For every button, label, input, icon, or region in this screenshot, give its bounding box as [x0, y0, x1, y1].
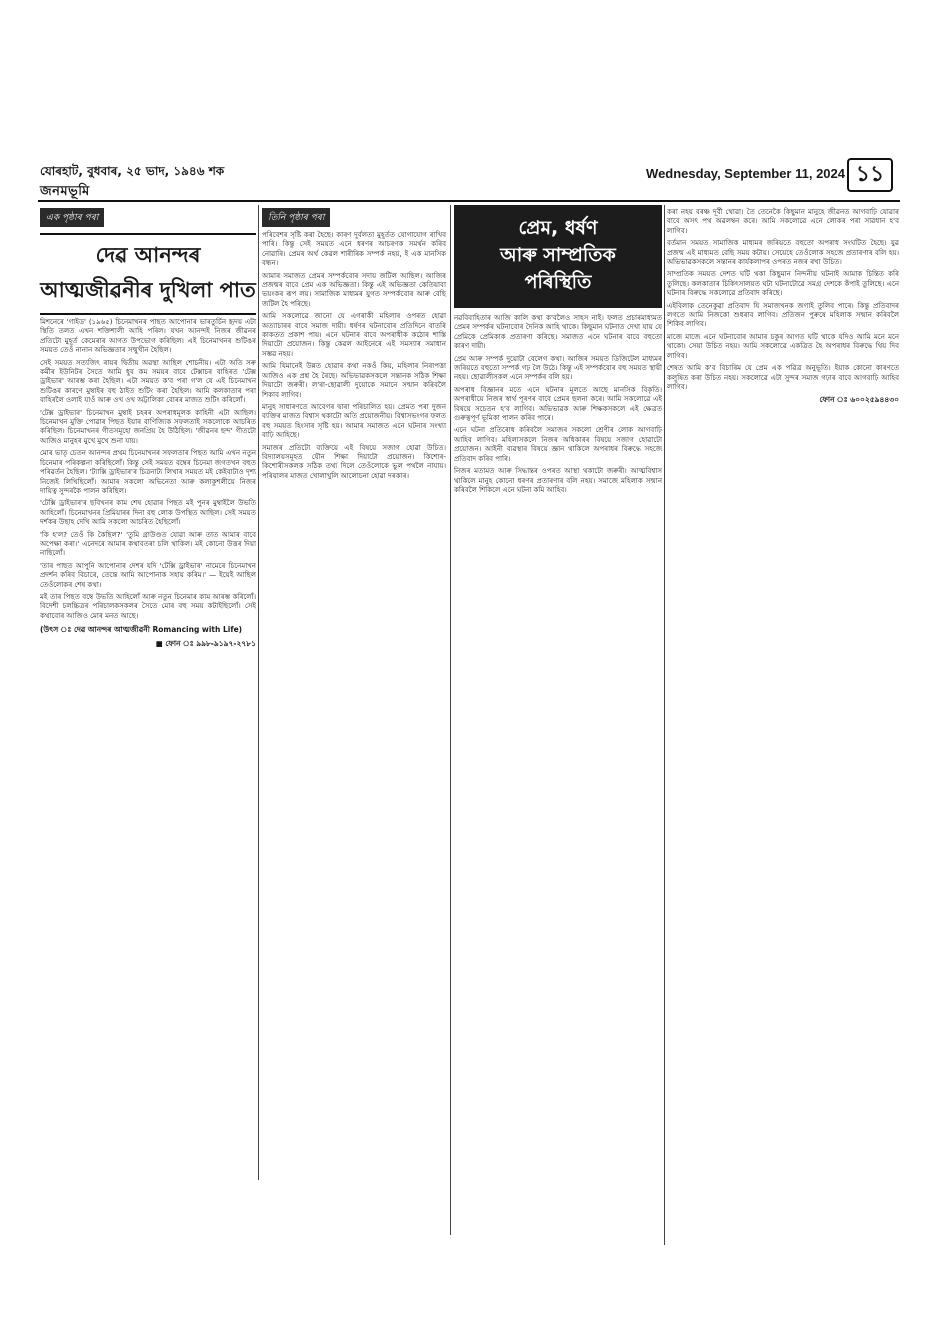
- article-prem-dharshan-cont: [667, 205, 899, 1245]
- header-rule: [38, 200, 900, 202]
- paragraph: পৰিবেশৰ সৃষ্টি কৰা হৈছে। কাৰণ দুৰ্বলতা মুহূৰ্তত যোগাযোগ ৰাখিব পাৰি। কিন্তু সেই সময়ত এনে ধৰণৰ আচৰণক সমৰ্থন কৰিব নোৱাৰি। প্ৰেমৰ অৰ্থ কেৱল শাৰীৰিক সম্পৰ্ক নহয়, ই এক মানসিক বন্ধন।: [262, 231, 446, 268]
- paragraph: মানুহ সাধাৰণতে আবেগৰ দ্বাৰা পৰিচালিত হয়। প্ৰেমত পৰা দুজন ব্যক্তিৰ মাজত বিশ্বাস থকাটো অতি প্ৰয়োজনীয়। বিশ্বাসভংগৰ ফলত বহু সময়ত হিংসাৰ সৃষ্টি হয়। আমাৰ সমাজত এনে ঘটনাৰ সংখ্যা বাঢ়ি আহিছে।: [262, 402, 446, 440]
- paragraph: প্ৰেম আৰু সম্পৰ্ক দুয়োটা বেলেগ কথা। আজিৰ সময়ত ডিজিটেল মাধ্যমৰ জৰিয়তে বহুতো সম্পৰ্ক গঢ় লৈ উঠে। কিন্তু এই সম্পৰ্কবোৰ বহু সময়ত স্থায়ী নহয়। ছোৱালীসকল এনে সম্পৰ্কৰ বলি হয়।: [454, 354, 662, 382]
- continued-tag: তিনি পৃষ্ঠাৰ পৰা: [262, 208, 330, 227]
- paragraph: কৰা নহয় বৰঞ্চ দূৰ্বী থোৱা। তৈ তেনেকৈ কিছুমান মানুহে জীৱনত আগবাঢ়ি যোৱাৰ বাবে অসৎ পথ অৱলম্বন কৰে। আমি সকলোৱে এনে লোকৰ পৰা সাৱধান হ'ব লাগিব।: [667, 208, 899, 235]
- column-divider: [258, 205, 259, 1180]
- page-number: ১১: [847, 158, 893, 192]
- paragraph: বৰ্তমান সময়ত সামাজিক মাধ্যমৰ জৰিয়তে বহুতো অপৰাধ সংঘটিত হৈছে। যুৱ প্ৰজন্ম এই মাধ্যমত বেছি সময় কটায়। সেয়েহে তেওঁলোক সহজে প্ৰতাৰণাৰ বলি হয়। অভিভাৱকসকলে সন্তানৰ কাৰ্যকলাপৰ ওপৰত নজৰ ৰখা উচিত।: [667, 239, 899, 267]
- headline-line1: প্ৰেম, ধৰ্ষণ: [518, 217, 598, 239]
- paragraph: নিজৰ মতামত আৰু সিদ্ধান্তৰ ওপৰত আস্থা থকাটো জৰুৰী। আত্মবিশ্বাস থাকিলে মানুহ কোনো ধৰণৰ প্ৰতাৰণাৰ বলি নহয়। সমাজে মহিলাক সন্মান কৰিবলৈ শিকিলে এনে ঘটনা কমি আহিব।: [454, 467, 662, 494]
- article-body: [262, 231, 446, 481]
- english-date: Wednesday, September 11, 2024: [646, 166, 845, 181]
- paragraph: অপৰাধ বিজ্ঞানৰ মতে এনে ঘটনাৰ মূলতে আছে মানসিক বিকৃতি। অপৰাধীয়ে নিজৰ স্বাৰ্থ পূৰণৰ বাবে প্ৰেমৰ ছলনা কৰে। আমি সকলোৱে এই বিষয়ে সচেতন হ'ব লাগিব। অভিভাৱক আৰু শিক্ষকসকলে এই ক্ষেত্ৰত গুৰুত্বপূৰ্ণ ভূমিকা পালন কৰিব পাৰে।: [454, 385, 662, 423]
- author-phone: ফোন ঃ ৬০০২৫৯৪৪৩০: [819, 395, 899, 405]
- article-body: [667, 208, 899, 392]
- masthead-logo: জনমভূমি: [40, 184, 90, 199]
- headline-line3: পৰিস্থিতি: [524, 271, 592, 293]
- dateline: যোৰহাট, বুধবাৰ, ২৫ ভাদ, ১৯৪৬ শক: [40, 164, 225, 178]
- article-body: [40, 318, 256, 621]
- headline-box: [454, 205, 662, 308]
- continued-tag: এক পৃষ্ঠাৰ পৰা: [40, 208, 104, 227]
- paragraph: সমাজৰ প্ৰতিটো ব্যক্তিয়ে এই বিষয়ে সজাগ হোৱা উচিত। বিদ্যালয়সমূহত যৌন শিক্ষা দিয়াটো প্ৰয়োজন। কিশোৰ-কিশোৰীসকলক সঠিক তথ্য দিলে তেওঁলোকে ভুল পথলৈ নাযায়। পৰিয়ালৰ মাজত খোলাখুলি আলোচনা হোৱা দৰকাৰ।: [262, 443, 446, 480]
- article-body: [454, 314, 662, 495]
- article-prem-dharshan: [454, 205, 662, 1255]
- article-title-line1: দেৱ আনন্দৰ: [40, 233, 256, 274]
- paragraph: মাজে মাজে এনে ঘটনাবোৰ আমাৰ চকুৰ আগত ঘটি থাকে যদিও আমি মনে মনে থাকো। সেয়া উচিত নহয়। আমি সকলোৱে একত্ৰিত হৈ অপৰাধৰ বিৰুদ্ধে থিয় দিব লাগিব।: [667, 332, 899, 360]
- article-title-line2: আত্মজীৱনীৰ দুখিলা পাত: [40, 274, 256, 315]
- paragraph: শেষত আমি ক'ব বিচাৰিম যে প্ৰেম এক পৱিত্ৰ অনুভূতি। ইয়াক কোনো কাৰণতে কলুষিত কৰা উচিত নহয়। সকলোৱে এটা সুন্দৰ সমাজ গঢ়াৰ বাবে আগবাঢ়ি আহিব লাগিব।: [667, 364, 899, 391]
- column-divider: [664, 205, 665, 1245]
- paragraph: মই তাৰ পিছত বম্বে উভতি আহিলোঁ আৰু নতুন চিনেমাৰ কাম আৰম্ভ কৰিলোঁ। বিদেশী চলচ্চিত্ৰৰ পৰিচালকসকলৰ সৈতে মোৰ বহু সময় কটাইছিলোঁ। সেই কথাবোৰ আজিও মোৰ মনত আছে।: [40, 592, 256, 620]
- author-phone: ■ ফোন ঃ ৯৯৮-৯১৯৭-২৭৮১: [155, 639, 256, 649]
- paragraph: নৱবিবাহিতাৰ আজি কালি কথা ক'বলৈও সাহস নাই। ফলত প্ৰচাৰমাধ্যমত প্ৰেমৰ সম্পৰ্কৰ ঘটনাবোৰ দৈনিক আহি থাকে। কিছুমান ঘটনাত দেখা যায় যে প্ৰেমিকে প্ৰেমিকাক প্ৰতাৰণা কৰিছে। সমাজত এনে ঘটনাৰ বাবে বহুতো কাৰণ দায়ী।: [454, 314, 662, 351]
- paragraph: 'তাৰ পাছত আপুনি আপোনাৰ দেশৰ যদি 'টেক্সি ড্ৰাইভাৰ' নামেৰে চিনেমাখন প্ৰদৰ্শন কৰিব বিচাৰে, তেন্তে আমি আপোনাক সহায় কৰিম।' — ইয়েই আছিল তেওঁলোকৰ শেষ কথা।: [40, 561, 256, 589]
- paragraph: সাম্প্ৰতিক সময়ত দেশত ঘটি থকা কিছুমান নিন্দনীয় ঘটনাই আমাক চিন্তিত কৰি তুলিছে। কলকাতাৰ চিকিৎসালয়ত ঘটা ঘটনাটোৱে সমগ্ৰ দেশকে কঁপাই তুলিছে। এনে ঘটনাৰ বিৰুদ্ধে সকলোৱে প্ৰতিবাদ কৰিছে।: [667, 270, 899, 298]
- paragraph: এনে ঘটনা প্ৰতিৰোধ কৰিবলৈ সমাজৰ সকলো শ্ৰেণীৰ লোক আগবাঢ়ি আহিব লাগিব। মহিলাসকলে নিজৰ অধিকাৰৰ বিষয়ে সজাগ হোৱাটো প্ৰয়োজন। আইনী ব্যৱস্থাৰ বিষয়ে জ্ঞান থাকিলে অপৰাধৰ বিৰুদ্ধে সহজে প্ৰতিবাদ কৰিব পাৰি।: [454, 426, 662, 463]
- paragraph: আমাৰ সমাজত প্ৰেমৰ সম্পৰ্কবোৰ সদায় জটিল আছিল। আজিৰ প্ৰজন্মৰ বাবে প্ৰেম এক অভিজ্ঞতা। কিন্তু এই অভিজ্ঞতা কেতিয়াবা ভয়ংকৰ ৰূপ লয়। সামাজিক মাধ্যমৰ যুগত সম্পৰ্কবোৰ আৰু বেছি জটিল হৈ পৰিছে।: [262, 271, 446, 308]
- headline-line2: আৰু সাম্প্ৰতিক: [500, 244, 616, 266]
- article-dev-anand: [40, 205, 256, 1180]
- source-credit: (উৎস ঃ দেৱ আনন্দৰ আত্মজীৱনী Romancing with Life): [40, 625, 243, 635]
- paragraph: 'টেক্স ড্ৰাইভাৰ' চিনেমাখন মুম্বাই চহৰৰ অপৰাধমূলক কাহিনী এটা আছিল। চিনেমাখন মুক্তি পোৱাৰ পিছত ইয়াৰ বাণিজ্যিক সফলতাই সকলোকে আচৰিত কৰিছিল। চিনেমাখনৰ গীতসমূহো জনপ্ৰিয় হৈ উঠিছিল। 'জীৱনৰ ছন্দ' গীতটো আজিও মানুহৰ মুখে মুখে শুনা যায়।: [40, 408, 256, 445]
- paragraph: মিশনেৰে 'গাইড' (১৯৬৫) চিনেমাখনৰ পাছত আপোনাৰ ভাৰতুৰ্চিন হৃদয় এটা স্থিতি তলত এখন শক্তিশালী আহি পৰিল। যখন আনন্দই নিজৰ জীৱনৰ প্ৰতিটো মুহূৰ্ত কেমেৰাৰ আগত উপভোগ কৰিছিল। এই চিনেমাখনৰ শুটিঙৰ সময়ত তেওঁ নানান অভিজ্ঞতাৰ সন্মুখীন হৈছিল।: [40, 318, 256, 355]
- paragraph: এইবিলাক তেনেকুৱা প্ৰতিবাদ যি সমাজখনক জগাই তুলিব পাৰে। কিন্তু প্ৰতিবাদৰ লগতে আমি নিজকো শুধৰাব লাগিব। প্ৰতিজন পুৰুষে মহিলাক সন্মান কৰিবলৈ শিকিব লাগিব।: [667, 301, 899, 329]
- paragraph: 'কি হ'ল? তেওঁ কি কৈছিল?' 'তুমি গ্ৰাউণ্ডত যোৱা আৰু তাত আমাৰ বাবে অপেক্ষা কৰা।' এনেদৰে আমাৰ কথাবতৰা চলি থাকিল। মই কোনো উত্তৰ দিয়া নাছিলোঁ।: [40, 530, 256, 558]
- column-divider: [450, 205, 451, 1235]
- article-continued: [262, 205, 446, 1235]
- paragraph: 'টেক্সি ড্ৰাইভাৰ'ৰ ছবিখনৰ কাম শেষ হোৱাৰ পিছত মই পুনৰ মুম্বাইলৈ উভতি আহিলোঁ। চিনেমাখনৰ প্ৰিমিয়াৰৰ দিনা বহু লোক উপস্থিত আছিল। সেই সময়ত দৰ্শকৰ উছাহ দেখি আমি সকলো আচৰিত হৈছিলোঁ।: [40, 499, 256, 527]
- paragraph: আমি সকলোৱে জানো যে এগৰাকী মহিলাৰ ওপৰত হোৱা অত্যাচাৰৰ বাবে সমাজ দায়ী। ধৰ্ষণৰ ঘটনাবোৰ প্ৰতিদিনে বাতৰি কাকতত প্ৰকাশ পায়। এনে ঘটনাৰ বাবে অপৰাধীক কঠোৰ শাস্তি দিয়াটো প্ৰয়োজন। কিন্তু কেৱল আইনেৰে এই সমস্যাৰ সমাধান সম্ভৱ নহয়।: [262, 312, 446, 358]
- paragraph: আমি যিমানেই উন্নত হোৱাৰ কথা নকওঁ কিয়, মহিলাৰ নিৰাপত্তা আজিও এক প্ৰশ্ন হৈ ৰৈছে। অভিভাৱকসকলে সন্তানক সঠিক শিক্ষা দিয়াটো জৰুৰী। ল'ৰা-ছোৱালী দুয়োকে সমানে সন্মান কৰিবলৈ শিকাব লাগিব।: [262, 362, 446, 399]
- paragraph: মোৰ ভাতৃ চেতন আনন্দৰ প্ৰথম চিনেমাখনৰ সফলতাৰ পিছত আমি এখন নতুন চিনেমাৰ পৰিকল্পনা কৰিছিলোঁ। কিন্তু সেই সময়ত বম্বেৰ চিনেমা জগতখন বহুত পৰিৱৰ্তন হৈছিল। 'ট্যাক্সি ড্ৰাইভাৰ'ৰ চিত্ৰনাট্য লিখাৰ সময়ত মই কেইবাটাও দৃশ্য নিজেই লিখিছিলোঁ। আমাৰ সকলো অভিনেতা আৰু কলাকুশলীয়ে নিজৰ দায়িত্ব সুন্দৰকৈ পালন কৰিছিল।: [40, 449, 256, 495]
- paragraph: সেই সময়ত সত্যজিৎ ৰায়ৰ দ্বিতীয় অৱস্থা আছিল শোচনীয়। এটা অতি সৰু কৰ্মীৰ ইউনিটৰ সৈতে আমি ধুব কম সময়ৰ বাবে টেক্সাচৰ বাহিৰত 'টেক্স ড্ৰাইভাৰ' আৰম্ভ কৰা হৈছিল। এটা সময়ত ক'ব পৰা গ'ল যে এই চিনেমাখন শুটিঙৰ কাৰণে মুম্বাইৰ বহু ঠাইত শুটিং কৰা হৈছিল। আমি কলকাতাৰ পৰা বাহিৰলৈ ওলাই যাওঁ আৰু ওখ ওখ অট্টালিকা বোৰৰ মাজত শুটিং কৰিলোঁ।: [40, 358, 256, 405]
